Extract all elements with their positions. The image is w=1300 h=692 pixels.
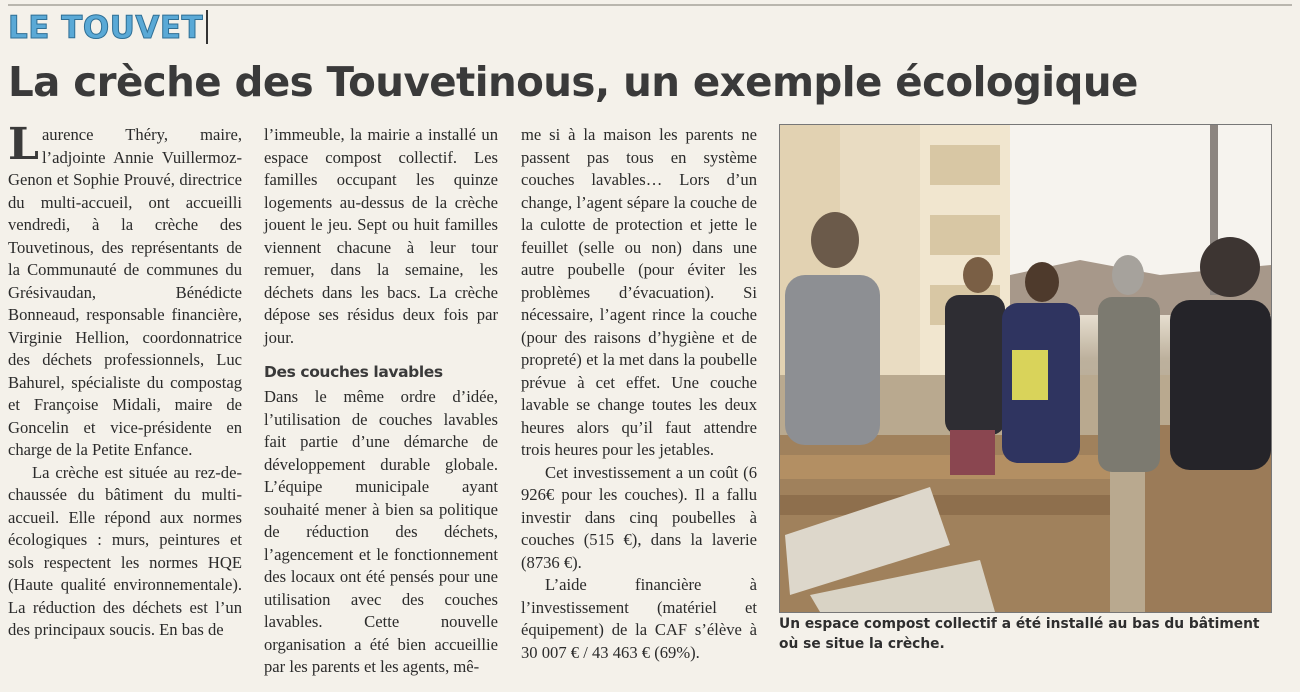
- paragraph: Dans le même ordre d’idée, l’utilisation de couches lavables fait partie d’une démarche de développement durable globale. L’équipe municipale ayant souhaité mener à bien sa politique de réduction des déchets, l’agencement et le fonctionnement des locaux ont été pensés pour une utilisation avec des couches lavables. Cette nouvelle organisation a été bien accueillie par les parents et les agents, mê-: [264, 387, 498, 676]
- article-column-1: [8, 119, 242, 642]
- article-column-2: [264, 124, 498, 679]
- paragraph: La crèche est située au rez-de-chaussée du bâtiment du multi-accueil. Elle répond aux normes écologiques : murs, peintures et sols respectent les normes HQE (Haute qualité environnementale). La réduction des déchets est l’un des principaux soucis. En bas de: [8, 462, 242, 639]
- photo-illustration: [780, 125, 1271, 612]
- paragraph: l’immeuble, la mairie a installé un espace compost collectif. Les familles occupant les quinze logements au-dessus de la crèche jouent le jeu. Sept ou huit familles viennent chacune à leur tour remuer, dans la semaine, les déchets dans les bacs. La crèche dépose ses résidus deux fois par jour.: [264, 125, 498, 347]
- section-rubric: LE TOUVET: [8, 10, 204, 46]
- top-rule: [8, 4, 1292, 6]
- headline: La crèche des Touvetinous, un exemple écologique: [8, 58, 1138, 106]
- paragraph: Cet investissement a un coût (6 926€ pour les couches). Il a fallu investir dans cinq poubelles à couches (515 €), dans la laverie (8736 €).: [521, 462, 757, 572]
- paragraph: L’aide financière à l’investissement (matériel et équipement) de la CAF s’élève à 30 007 € / 43 463 € (69%).: [521, 575, 757, 662]
- paragraph: [8, 119, 242, 462]
- photo-caption: Un espace compost collectif a été installé au bas du bâtiment où se situe la crèche.: [779, 616, 1260, 652]
- drop-cap: L: [8, 119, 39, 170]
- paragraph-text: aurence Théry, maire, l’adjointe Annie Vuillermoz-Genon et Sophie Prouvé, directrice du multi-accueil, ont accueilli vendredi, à la crèche des Touvetinous, des représentants de la Communauté de communes du Grésivaudan, Bénédicte Bonneaud, responsable financière, Virginie Hellion, coordonnatrice des déchets professionnels, Luc Bahurel, spécialiste du compostag et Françoise Midali, maire de Goncelin et vice-présidente en charge de la Petite Enfance.: [8, 125, 242, 459]
- subheading: Des couches lavables: [264, 363, 443, 381]
- paragraph: me si à la maison les parents ne passent pas tous en système couches lavables… Lors d’un change, l’agent sépare la couche de la culotte de protection et jette le feuillet (selle ou non) dans une autre poubelle (pour éviter les problèmes d’évacuation). Si nécessaire, l’agent rince la couche (pour des raisons d’hygiène et de propreté) et la met dans la poubelle prévue à cet effet. Une couche lavable se change toutes les deux heures alors qu’il faut attendre trois heures pour les jetables.: [521, 125, 757, 459]
- article-photo: [779, 124, 1272, 613]
- rubric-divider: [206, 10, 208, 44]
- article-column-3: [521, 124, 757, 664]
